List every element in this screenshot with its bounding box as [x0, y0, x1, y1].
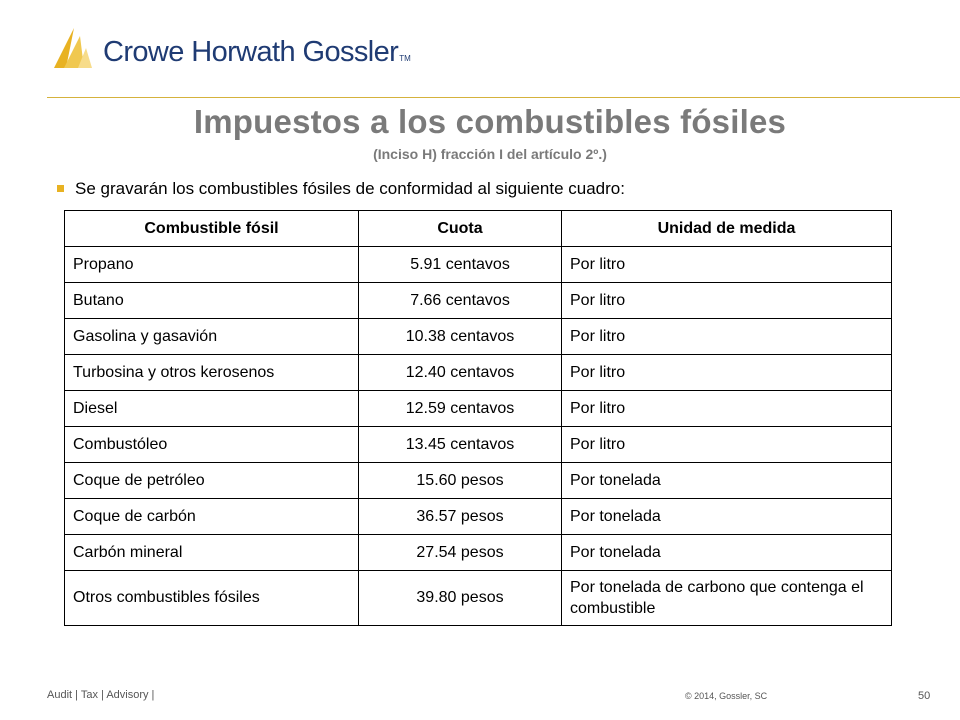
- company-logo: [52, 26, 411, 78]
- table-row: [65, 463, 892, 499]
- slide-title: Impuestos a los combustibles fósiles: [193, 103, 787, 140]
- column-header-unit: Unidad de medida: [562, 211, 892, 247]
- cell-unit: Por litro: [562, 427, 892, 463]
- cell-unit: Por tonelada: [562, 535, 892, 571]
- table-row: [65, 319, 892, 355]
- header-divider: [47, 97, 960, 98]
- table-row: [65, 499, 892, 535]
- cell-fuel: Combustóleo: [65, 427, 359, 463]
- table-row: [65, 571, 892, 626]
- table-row: [65, 247, 892, 283]
- cell-fuel: Diesel: [65, 391, 359, 427]
- table-row: [65, 283, 892, 319]
- cell-unit: Por litro: [562, 283, 892, 319]
- cell-fuel: Coque de carbón: [65, 499, 359, 535]
- column-header-rate: Cuota: [359, 211, 562, 247]
- cell-fuel: Gasolina y gasavión: [65, 319, 359, 355]
- cell-rate: 27.54 pesos: [359, 535, 562, 571]
- cell-fuel: Turbosina y otros kerosenos: [65, 355, 359, 391]
- cell-fuel: Butano: [65, 283, 359, 319]
- column-header-fuel: Combustible fósil: [65, 211, 359, 247]
- cell-unit: Por litro: [562, 355, 892, 391]
- page-number: 50: [918, 690, 931, 702]
- cell-unit: Por litro: [562, 247, 892, 283]
- cell-rate: 13.45 centavos: [359, 427, 562, 463]
- cell-fuel: Propano: [65, 247, 359, 283]
- cell-rate: 39.80 pesos: [359, 571, 562, 626]
- fuel-tax-table: [64, 210, 892, 626]
- cell-unit: Por tonelada: [562, 463, 892, 499]
- cell-rate: 10.38 centavos: [359, 319, 562, 355]
- bullet-text: Se gravarán los combustibles fósiles de conformidad al siguiente cuadro:: [75, 179, 625, 198]
- cell-unit: Por litro: [562, 319, 892, 355]
- cell-rate: 12.40 centavos: [359, 355, 562, 391]
- table-row: [65, 355, 892, 391]
- cell-rate: 36.57 pesos: [359, 499, 562, 535]
- cell-unit: Por tonelada de carbono que contenga el combustible: [562, 571, 892, 626]
- logo-mark-icon: [52, 26, 98, 72]
- cell-fuel: Otros combustibles fósiles: [65, 571, 359, 626]
- table-header-row: [65, 211, 892, 247]
- cell-rate: 15.60 pesos: [359, 463, 562, 499]
- table-row: [65, 427, 892, 463]
- cell-unit: Por tonelada: [562, 499, 892, 535]
- cell-unit: Por litro: [562, 391, 892, 427]
- bullet-square-icon: [57, 185, 64, 192]
- cell-rate: 7.66 centavos: [359, 283, 562, 319]
- cell-fuel: Coque de petróleo: [65, 463, 359, 499]
- slide-subtitle: (Inciso H) fracción I del artículo 2º.): [373, 146, 607, 162]
- footer-services: Audit | Tax | Advisory |: [47, 689, 155, 701]
- cell-rate: 5.91 centavos: [359, 247, 562, 283]
- table-row: [65, 391, 892, 427]
- footer-copyright: © 2014, Gossler, SC: [685, 691, 768, 701]
- table-row: [65, 535, 892, 571]
- cell-fuel: Carbón mineral: [65, 535, 359, 571]
- cell-rate: 12.59 centavos: [359, 391, 562, 427]
- logo-wordmark: Crowe Horwath GosslerTM: [103, 36, 411, 68]
